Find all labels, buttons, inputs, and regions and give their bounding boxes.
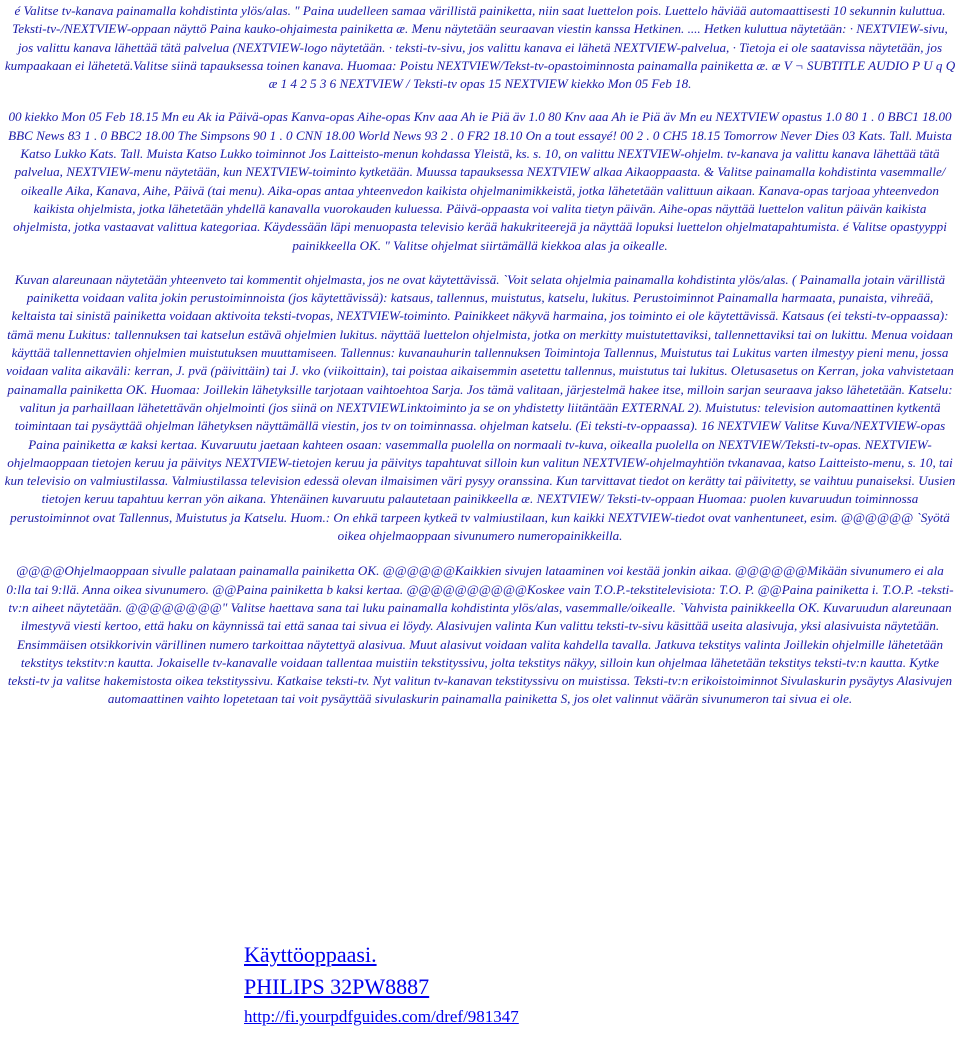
product-model-link[interactable]: PHILIPS 32PW8887 [244,974,430,999]
footer-links [244,940,744,1029]
paragraph-program-guide: 00 kiekko Mon 05 Feb 18.15 Mn eu Ak ia Päivä-opas Kanva-opas Aihe-opas Knv aaa Ah ie Piä äv 1.0 80 Knv aaa Ah ie Piä äv Mn eu NEXTVIEW opastus 1.0 80 1 . 0 BBC1 18.00 BBC News 83 1 . 0 BBC2 18.00 The Simpsons 90 1 . 0 CNN 18.00 World News 93 2 . 0 FR2 18.10 On a tout essayé! 00 2 . 0 CH5 18.15 Tomorrow Never Dies 03 Kats. Tall. Muista Katso Lukko Kats. Tall. Muista Katso Lukko toiminnot Jos Laitteisto-menun kohdassa Yleistä, ks. s. 10, on valittu NEXTVIEW-ohjelm. tv-kanava ja valittu kanava lähettää tätä palvelua, NEXTVIEW-menu näytetään, kun NEXTVIEW-toiminto kytketään. Muussa tapauksessa NEXTVIEW alkaa Aikaoppaasta. & Valitse painamalla kohdistinta vasemmalle/ oikealle Aika, Kanava, Aihe, Päivä (tai menu). Aika-opas antaa yhteenvedon kaikista ohjelmanimikkeistä, jotka lähetetään valittuun aikaan. Kanava-opas tarjoaa yhteenvedon kaikista ohjelmista, jotka lähetetään yhdellä kanavalla vuorokauden kuluessa. Päivä-oppaasta voi valita tietyn päivän. Aihe-opas näyttää luettelon valitun päivän kaikista ohjelmista, jotka vastaavat valittua kategoriaa. Käydessään läpi menuopasta televisio kerää hakukriteerejä ja näyttää lopuksi luettelon ohjelmatapahtumista. é Valitse opastyyppi painikkeella OK. " Valitse ohjelmat siirtämällä kiekkoa alas ja oikealle. [8,109,952,253]
paragraph-basic-functions: Kuvan alareunaan näytetään yhteenveto tai kommentit ohjelmasta, jos ne ovat käytettävissä. `Voit selata ohjelmia painamalla kohdistinta ylös/alas. ( Painamalla jotain värillistä painiketta voidaan valita jokin perustoiminnoista (jos käytettävissä): katsaus, tallennus, muistutus, katselu, lukitus. Perustoiminnot Painamalla harmaata, punaista, vihreää, keltaista tai sinistä painiketta voidaan aktivoita teksti-tvopas, NEXTVIEW-toiminto. Painikkeet näkyvä harmaina, jos toiminto ei ole käytettävissä. Katsaus (ei teksti-tv-oppaassa): tämä menu Lukitus: tallennuksen tai katselun estävä ohjelmien lukitus. näyttää luettelon ohjelmista, jotka on merkitty muistutettaviksi, tallennettaviksi tai on lukittu. Menua voidaan käyttää tallennettavien ohjelmien muistutuksen muuttamiseen. Tallennus: kuvanauhurin tallennuksen Toimintoja Tallennus, Muistutus tai Lukitus varten ilmestyy pieni menu, jossa voidaan valita aikaväli: kerran, J. pvä (päivittäin) tai J. vko (viikoittain), tai poistaa aikaisemmin asetettu tallennus, muistutus tai lukitus. Oletusasetus on Kerran, joka vahvistetaan painamalla painiketta OK. Huomaa: Joillekin lähetyksille tarjotaan vaihtoehtoa Sarja. Jos tämä valitaan, järjestelmä hakee itse, milloin sarjan seuraava jakso lähetetään. Katselu: valitun ja parhaillaan lähetettävän ohjelmointi (jos siinä on NEXTVIEWLinktoiminto ja se on yhdistetty liitäntään EXTERNAL 2). Muistutus: television automaattinen kytkentä toimintaan tai pysäyttää ohjelman lähetyksen näyttämällä viestin, jos tv on toiminnassa. ohjelman katselu. (Ei teksti-tv-oppaassa). 16 NEXTVIEW Valitse Kuva/NEXTVIEW-opas Paina painiketta æ kaksi kertaa. Kuvaruutu jaetaan kahteen osaan: vasemmalla puolella on normaali tv-kuva, oikealla puolella on NEXTVIEW/Teksti-tv-opas. NEXTVIEW-ohjelmaoppaan tietojen keruu ja päivitys NEXTVIEW-tietojen keruu ja päivitys tapahtuvat silloin kun valitun NEXTVIEW-ohjelmayhtiön tvkanavaa, katso Laitteisto-menu, s. 10, tai kun televisio on valmiustilassa. Valmiustilassa television edessä olevan ilmaisimen väri pysyy oranssina. Kun tarvittavat tiedot on kerätty tai päivitetty, se vaihtuu punaiseksi. Uusien tietojen keruu tapahtuu kerran yön aikana. Yhtenäinen kuvaruutu palautetaan painikkeella æ. NEXTVIEW/ Teksti-tv-oppaan Huomaa: puolen kuvaruudun toiminnossa perustoiminnot ovat Tallennus, Muistutus ja Katselu. Huom.: On ehkä tarpeen kytkeä tv valmiustilaan, kun kaikki NEXTVIEW-tiedot ovat vanhentuneet, esim. @@@@@@ `Syötä oikea ohjelmaoppaan sivunumero numeropainikkeilla. [4,271,956,544]
paragraph-teletext-functions: @@@@Ohjelmaoppaan sivulle palataan painamalla painiketta OK. @@@@@@Kaikkien sivujen lataaminen voi kestää jonkin aikaa. @@@@@@Mikään sivunumero ei ala 0:lla tai 9:llä. Anna oikea sivunumero. @@Paina painiketta b kaksi kertaa. @@@@@@@@@@Koskee vain T.O.P.-tekstitelevisiota: T.O. P. @@Paina painiketta i. T.O.P. -teksti-tv:n aiheet näytetään. @@@@@@@@" Valitse haettava sana tai luku painamalla kohdistinta ylös/alas, vasemmalle/oikealle. `Vahvista painikkeella OK. Kuvaruudun alareunaan ilmestyvä viesti kertoo, että haku on käynnissä tai että sanaa tai sivua ei löydy. Alasivujen valinta Kun valittu teksti-tv-sivu käsittää useita alasivuja, yksi alasivuista näytetään. Ensimmäisen otsikkorivin värillinen numero tarkoittaa näytettyä alasivua. Muut alasivut voidaan valita kahdella tavalla. Jatkuva tekstitys valinta Joillekin ohjelmille lähetetään tekstitys tekstitv:n kautta. Jokaiselle tv-kanavalle voidaan tallentaa muistiin tekstityssivu, jolta tekstitys näkyy, silloin kun ohjelmaa lähetetään tekstitys teksti-tv:n kautta. Kytke teksti-tv ja valitse hakemistosta oikea tekstityssivu. Katkaise teksti-tv. Nyt valitun tv-kanavan tekstityssivu on muistissa. Teksti-tv:n erikoistoiminnot Sivulaskurin pysäytys Alasivujen automaattinen vaihto lopetetaan tai voit pysäyttää sivulaskurin painamalla painiketta S, jos olet valinnut väärän sivunumeron tai sivua ei ole. [6,563,954,707]
manual-title-link[interactable]: Käyttöoppaasi. [244,942,377,967]
source-url-link[interactable]: http://fi.yourpdfguides.com/dref/981347 [244,1007,519,1026]
paragraph-nextview-intro: é Valitse tv-kanava painamalla kohdistinta ylös/alas. " Paina uudelleen samaa värillistä painiketta, niin saat luettelon pois. Luettelo häviää automaattisesti 10 sekunnin kuluttua. Teksti-tv-/NEXTVIEW-oppaan näyttö Paina kauko-ohjaimesta painiketta æ. Menu näytetään seuraavan viestin kanssa Hetkinen. .... Hetken kuluttua näytetään: · NEXTVIEW-sivu, jos valittu kanava lähettää tätä palvelua (NEXTVIEW-logo näytetään. · teksti-tv-sivu, jos valittu kanava ei lähetä NEXTVIEW-palvelua, · Tietoja ei ole saatavissa näytetään, jos kumpaakaan ei lähetetä.Valitse siinä tapauksessa toinen kanava. Huomaa: Poistu NEXTVIEW/Tekst-tv-opastoiminnosta painamalla painiketta æ. æ V ¬ SUBTITLE AUDIO P U q Q æ 1 4 2 5 3 6 NEXTVIEW / Teksti-tv opas 15 NEXTVIEW kiekko Mon 05 Feb 18. [4,3,956,92]
